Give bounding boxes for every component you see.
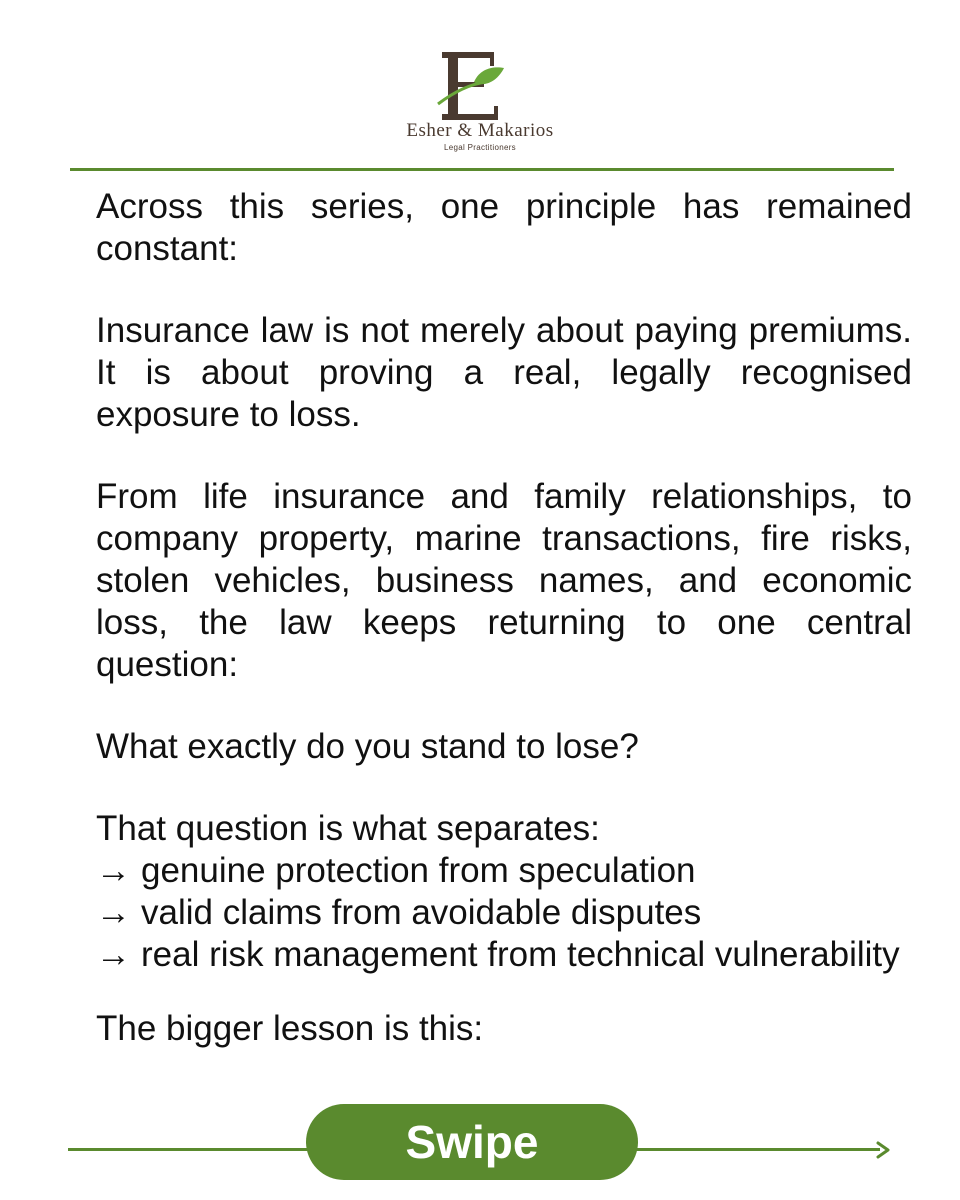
question-paragraph: What exactly do you stand to lose? [96, 727, 639, 766]
list-item [96, 934, 912, 976]
list-item-text: valid claims from avoidable disputes [141, 893, 702, 932]
separates-list [96, 850, 912, 976]
list-item [96, 850, 912, 892]
arrow-right-icon: → [96, 935, 131, 974]
swipe-button[interactable]: Swipe [306, 1104, 638, 1180]
intro-paragraph: Across this series, one principle has remained constant: [96, 187, 912, 268]
list-item-text: real risk management from technical vulnerability [141, 935, 900, 974]
list-item [96, 892, 912, 934]
separates-intro: That question is what separates: [96, 809, 600, 848]
arrow-right-icon: → [96, 851, 131, 890]
footer-line-right [630, 1148, 880, 1151]
brand-tagline: Legal Practitioners [444, 143, 516, 152]
principle-paragraph: Insurance law is not merely about paying premiums. It is about proving a real, legally recognised exposure to loss. [96, 311, 912, 434]
brand-monogram-icon [436, 48, 508, 124]
brand-name: Esher & Makarios [406, 120, 554, 141]
brand-logo [0, 40, 960, 160]
list-item-text: genuine protection from speculation [141, 851, 696, 890]
arrow-right-icon [874, 1141, 892, 1159]
arrow-right-icon: → [96, 893, 131, 932]
footer-line-left [68, 1148, 312, 1151]
closing-paragraph: The bigger lesson is this: [96, 1009, 484, 1048]
article-body [96, 186, 912, 1050]
header-divider [70, 168, 894, 171]
examples-paragraph: From life insurance and family relationships, to company property, marine transactions, fire risks, stolen vehicles, business names, and economic loss, the law keeps returning to one central question: [96, 477, 912, 684]
